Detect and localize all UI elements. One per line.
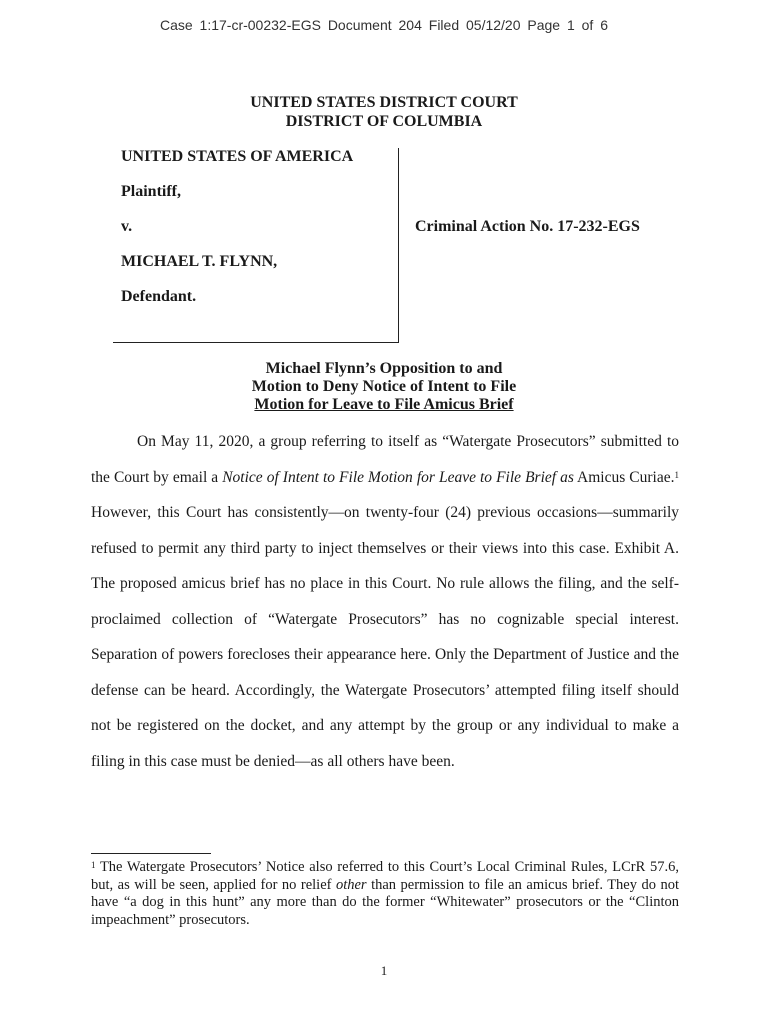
criminal-action-number: Criminal Action No. 17-232-EGS [415,218,640,235]
title-line-1: Michael Flynn’s Opposition to and [265,360,503,377]
footnote [91,859,679,929]
caption-vertical-rule [398,148,399,343]
footnote-text-b: than permission to file an amicus brief. They do not have “a dog in this hunt” any more than do the former “Whitewater” prosecutors or the “Clinton impeachment” prosecutors. [91,876,680,928]
footnote-mark: 1 [91,860,96,870]
document-title [0,360,768,414]
caption-horizontal-rule [113,342,399,343]
defendant-name: MICHAEL T. FLYNN, [121,253,278,270]
court-district: DISTRICT OF COLUMBIA [285,113,483,130]
ecf-header: Case 1:17-cr-00232-EGS Document 204 Filed 05/12/20 Page 1 of 6 [159,17,609,33]
title-line-2: Motion to Deny Notice of Intent to File [251,378,517,395]
versus: v. [121,218,133,235]
body-text-a: On May 11, 2020, a group referring to itself as “Watergate Prosecutors” submitted to the Court by email a [91,433,679,486]
footnote-reference[interactable]: 1 [674,469,679,480]
body-text-b: Amicus Curiae. [573,468,675,486]
defendant-role: Defendant. [121,288,197,305]
body-text-italic: Notice of Intent to File Motion for Leave to File Brief as [222,468,574,486]
page-number: 1 [380,963,388,978]
title-line-3: Motion for Leave to File Amicus Brief [254,396,514,413]
body-paragraph [91,424,679,779]
footnote-text-a: The Watergate Prosecutors’ Notice also referred to this Court’s Local Criminal Rules, LCrR 57.6, but, as will be seen, applied for no relief [91,859,679,893]
footnote-separator [91,853,211,854]
plaintiff-role: Plaintiff, [121,183,181,200]
court-heading [0,93,768,131]
plaintiff-name: UNITED STATES OF AMERICA [121,148,354,165]
court-name: UNITED STATES DISTRICT COURT [250,94,518,111]
body-text-c: However, this Court has consistently—on twenty-four (24) previous occasions—summarily refused to permit any third party to inject themselves or their views into this case. Exhibit A. The proposed amicus brief has no place in this Court. No rule allows the filing, and the self-proclaimed collection of “Watergate Prosecutors” has no cognizable special interest. Separation of powers forecloses their appearance here. Only the Department of Justice and the defense can be heard. Accordingly, the Watergate Prosecutors’ attempted filing itself should not be registered on the docket, and any attempt by the group or any individual to make a filing in this case must be denied—as all others have been. [91,504,679,770]
footnote-text-italic: other [335,876,367,893]
